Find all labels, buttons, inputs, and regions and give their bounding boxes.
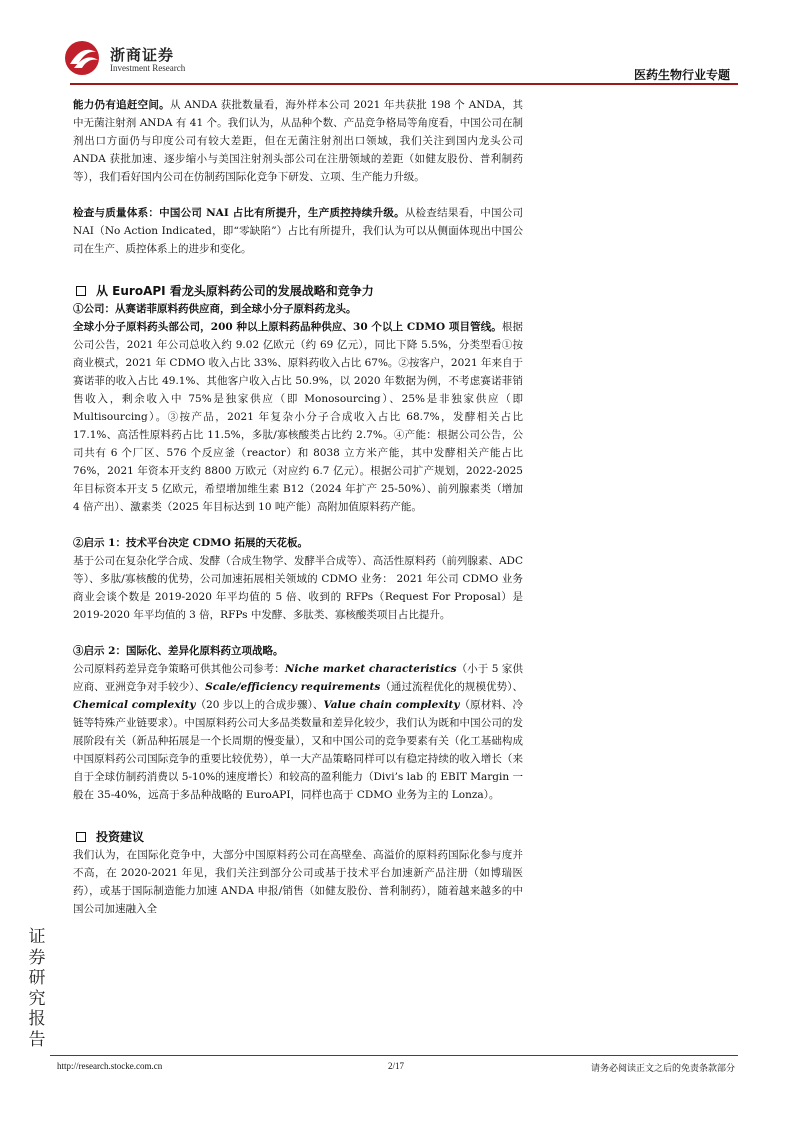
paragraph bbox=[73, 96, 523, 186]
side-char: 研 bbox=[28, 968, 46, 988]
footer-divider bbox=[50, 1055, 738, 1056]
section-title: 从 EuroAPI 看龙头原料药公司的发展战略和竞争力 bbox=[96, 284, 374, 298]
paragraph-text: 根据公司公告，2021 年公司总收入约 9.02 亿欧元（约 69 亿元），同比下降 5.5%，分类型看①按商业模式，2021 年 CDMO 收入占比 33%、原料药收入占比 67%。②按客户，2021 年来自于赛诺菲的收入占比 49.1%、其他客户收入占比 50.9%，以 2020 年数据为例，不考虑赛诺菲销售收入，剩余收入中 75%是独家供应（即 Monosourcing）、25%是非独家供应（即 Multisourcing）。③按产品，2021 年复杂小分子合成收入占比 68.7%，发酵相关占比 17.1%、高活性原料药占比 11.5%，多肽/寡核酸类占比约 2.7%。④产能：根据公司公告，公司共有 6 个厂区、576 个反应釜（reactor）和 8038 立方米产能，其中发酵相关产能占比 76%，2021 年资本开支约 8800 万欧元（对应约 6.7 亿元）。根据公司扩产规划，2022-2025 年目标资本开支 5 亿欧元，希望增加维生素 B12（2024 年扩产 25-50%）、前列腺素类（增加 4 倍产出）、激素类（2025 年目标达到 10 吨产能）高附加值原料药产能。 bbox=[73, 321, 524, 513]
strategy-term: Scale/efficiency requirements bbox=[205, 681, 381, 693]
paragraph-lead: 检查与质量体系：中国公司 NAI 占比有所提升，生产质控持续升级。 bbox=[73, 207, 405, 219]
page-number: 2/17 bbox=[388, 1061, 405, 1071]
side-label bbox=[27, 927, 47, 1050]
side-char: 证 bbox=[28, 927, 46, 947]
strategy-term: Value chain complexity bbox=[323, 699, 460, 711]
side-char: 报 bbox=[28, 1009, 46, 1029]
side-char: 究 bbox=[28, 988, 46, 1009]
section-heading bbox=[73, 828, 523, 846]
paragraph bbox=[73, 660, 523, 804]
strategy-term: Niche market characteristics bbox=[284, 663, 457, 675]
side-char: 券 bbox=[28, 947, 46, 968]
paragraph: 基于公司在复杂化学合成、发酵（合成生物学、发酵半合成等）、高活性原料药（前列腺素、ADC 等）、多肽/寡核酸的优势，公司加速拓展相关领域的 CDMO 业务： 2021 年公司 CDMO 业务商业会谈个数是 2019-2020 年平均值的 5 倍、收到的 RFPs（Request For Proposal）是 2019-2020 年平均值的 3 倍，RFPs 中发酵、多肽类、寡核酸类项目占比提升。 bbox=[73, 555, 523, 621]
paragraph-text: 从 ANDA 获批数量看，海外样本公司 2021 年共获批 198 个 ANDA，其中无菌注射剂 ANDA 有 41 个。我们认为，从品种个数、产品竞争格局等角度看，中国公司在制剂出口方面仍与印度公司有较大差距，但在无菌注射剂出口领域，我们关注到国内龙头公司 ANDA 获批加速、逐步缩小与美国注射剂头部公司在注册领域的差距（如健友股份、普利制药等），我们看好国内公司在仿制药国际化竞争下研发、立项、生产能力升级。 bbox=[73, 99, 524, 183]
paragraph-lead: 能力仍有追赶空间。 bbox=[73, 99, 170, 111]
subheading: ③启示 2：国际化、差异化原料药立项战略。 bbox=[73, 645, 284, 657]
subheading: ①公司：从赛诺菲原料药供应商，到全球小分子原料药龙头。 bbox=[73, 303, 357, 315]
checkbox-bullet-icon bbox=[76, 286, 86, 296]
footer-disclaimer: 请务必阅读正文之后的免责条款部分 bbox=[590, 1064, 735, 1074]
paragraph-text: （通过流程优化的规模优势）、 bbox=[380, 681, 524, 693]
paragraph-text: （原材料、冷链等特殊产业链要求）。中国原料药公司大多品类数量和差异化较少，我们认为既和中国公司的发展阶段有关（新品种拓展是一个长周期的慢变量），又和中国公司的竞争要素有关（化工基础构成中国原料药公司国际竞争的重要比较优势），单一大产品策略同样可以有稳定持续的收入增长（来自于全球仿制药消费以 5-10%的速度增长）和较高的盈利能力（Divi’s lab 的 EBIT Margin 一般在 35-40%，远高于多品种战略的 EuroAPI，同样也高于 CDMO 业务为主的 Lonza）。 bbox=[73, 699, 523, 801]
company-subtitle: Investment Research bbox=[110, 63, 186, 73]
footer-url: http://research.stocke.com.cn bbox=[57, 1061, 163, 1071]
paragraph-text: （小于 5 家供应商、亚洲竞争对手较少）、 bbox=[73, 663, 524, 693]
paragraph bbox=[73, 204, 523, 258]
paragraph: 我们认为，在国际化竞争中，大部分中国原料药公司在高壁垒、高溢价的原料药国际化参与度并不高，在 2020-2021 年见，我们关注到部分公司或基于技术平台加速新产品注册（如博瑞医药），或基于国际制造能力加速 ANDA 申报/销售（如健友股份、普利制药），随着越来越多的中国公司加速融入全 bbox=[73, 849, 523, 915]
paragraph-lead: 全球小分子原料药头部公司，200 种以上原料药品种供应、30 个以上 CDMO 项目管线。 bbox=[73, 321, 502, 333]
company-logo bbox=[60, 38, 112, 78]
report-type: 医药生物行业专题 bbox=[633, 68, 730, 82]
subheading: ②启示 1：技术平台决定 CDMO 拓展的天花板。 bbox=[73, 537, 309, 549]
paragraph bbox=[73, 318, 523, 516]
checkbox-bullet-icon bbox=[76, 832, 86, 842]
paragraph-text: （20 步以上的合成步骤）、 bbox=[195, 699, 324, 711]
company-name: 浙商证券 bbox=[110, 46, 175, 64]
section-heading bbox=[73, 282, 523, 300]
strategy-term: Chemical complexity bbox=[73, 699, 196, 711]
report-body bbox=[73, 96, 523, 918]
header-divider bbox=[70, 83, 738, 85]
section-title: 投资建议 bbox=[96, 830, 145, 844]
paragraph-text: 从检查结果看，中国公司 NAI（No Action Indicated，即“零缺陷”）占比有所提升，我们认为可以从侧面体现出中国公司在生产、质控体系上的进步和变化。 bbox=[73, 207, 524, 255]
side-char: 告 bbox=[28, 1029, 46, 1050]
paragraph-text: 公司原料药差异竞争策略可供其他公司参考： bbox=[73, 663, 285, 675]
